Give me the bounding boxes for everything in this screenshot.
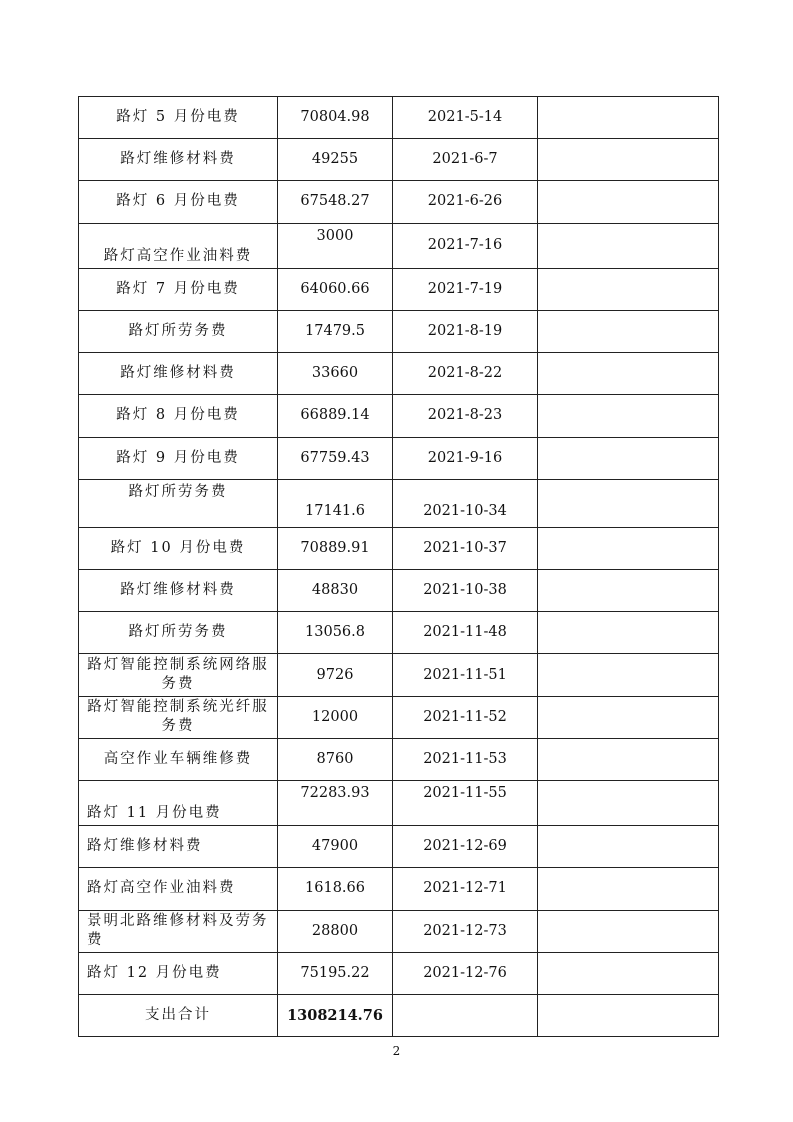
page-number: 2 — [392, 1044, 401, 1058]
amount-cell: 70889.91 — [278, 527, 393, 569]
date-cell: 2021-11-55 — [393, 781, 538, 826]
amount-cell: 47900 — [278, 826, 393, 868]
amount-cell: 48830 — [278, 570, 393, 612]
table-row — [79, 910, 719, 952]
date-cell: 2021-6-26 — [393, 181, 538, 223]
date-cell: 2021-11-51 — [393, 654, 538, 696]
item-cell: 路灯维修材料费 — [79, 826, 278, 868]
date-cell: 2021-5-14 — [393, 97, 538, 139]
item-cell: 路灯高空作业油料费 — [79, 223, 278, 268]
table-row — [79, 139, 719, 181]
table-row — [79, 570, 719, 612]
empty-cell — [538, 437, 719, 479]
item-cell: 路灯智能控制系统光纤服务费 — [79, 696, 278, 738]
empty-cell — [538, 781, 719, 826]
item-cell: 路灯 5 月份电费 — [79, 97, 278, 139]
item-cell: 路灯 11 月份电费 — [79, 781, 278, 826]
date-cell: 2021-12-69 — [393, 826, 538, 868]
date-cell: 2021-11-48 — [393, 612, 538, 654]
date-cell: 2021-8-23 — [393, 395, 538, 437]
empty-cell — [538, 826, 719, 868]
empty-cell — [538, 696, 719, 738]
table-row — [79, 97, 719, 139]
amount-cell: 1618.66 — [278, 868, 393, 910]
date-cell: 2021-11-53 — [393, 738, 538, 780]
date-cell: 2021-7-19 — [393, 268, 538, 310]
empty-cell — [538, 395, 719, 437]
date-cell: 2021-9-16 — [393, 437, 538, 479]
table-row — [79, 696, 719, 738]
empty-cell — [538, 139, 719, 181]
item-cell: 路灯 9 月份电费 — [79, 437, 278, 479]
table-row — [79, 826, 719, 868]
table-row — [79, 952, 719, 994]
item-cell: 路灯所劳务费 — [79, 479, 278, 527]
amount-cell: 67759.43 — [278, 437, 393, 479]
amount-cell: 64060.66 — [278, 268, 393, 310]
total-row — [79, 994, 719, 1036]
empty-cell — [538, 570, 719, 612]
date-cell: 2021-8-19 — [393, 310, 538, 352]
item-cell: 路灯维修材料费 — [79, 139, 278, 181]
date-cell: 2021-7-16 — [393, 223, 538, 268]
empty-cell — [538, 868, 719, 910]
amount-cell: 3000 — [278, 223, 393, 268]
amount-cell: 70804.98 — [278, 97, 393, 139]
date-cell: 2021-12-76 — [393, 952, 538, 994]
total-label: 支出合计 — [79, 994, 278, 1036]
empty-cell — [538, 310, 719, 352]
date-cell: 2021-10-34 — [393, 479, 538, 527]
empty-cell — [538, 952, 719, 994]
table-row — [79, 181, 719, 223]
empty-cell — [538, 268, 719, 310]
amount-cell: 13056.8 — [278, 612, 393, 654]
empty-cell — [538, 527, 719, 569]
amount-cell: 66889.14 — [278, 395, 393, 437]
empty-cell — [538, 654, 719, 696]
item-cell: 路灯 7 月份电费 — [79, 268, 278, 310]
empty-cell — [538, 353, 719, 395]
table-row — [79, 395, 719, 437]
date-cell: 2021-10-37 — [393, 527, 538, 569]
amount-cell: 12000 — [278, 696, 393, 738]
empty-cell — [538, 994, 719, 1036]
amount-cell: 9726 — [278, 654, 393, 696]
table-row — [79, 310, 719, 352]
item-cell: 路灯 8 月份电费 — [79, 395, 278, 437]
date-cell: 2021-12-73 — [393, 910, 538, 952]
date-cell: 2021-11-52 — [393, 696, 538, 738]
empty-cell — [538, 181, 719, 223]
item-cell: 景明北路维修材料及劳务费 — [79, 910, 278, 952]
item-cell: 路灯维修材料费 — [79, 353, 278, 395]
amount-cell: 17479.5 — [278, 310, 393, 352]
item-cell: 路灯维修材料费 — [79, 570, 278, 612]
date-cell: 2021-6-7 — [393, 139, 538, 181]
empty-cell — [538, 910, 719, 952]
table-row — [79, 738, 719, 780]
amount-cell: 17141.6 — [278, 479, 393, 527]
date-cell: 2021-8-22 — [393, 353, 538, 395]
date-cell: 2021-12-71 — [393, 868, 538, 910]
amount-cell: 49255 — [278, 139, 393, 181]
table-row — [79, 527, 719, 569]
item-cell: 高空作业车辆维修费 — [79, 738, 278, 780]
amount-cell: 72283.93 — [278, 781, 393, 826]
table-row — [79, 223, 719, 268]
date-cell: 2021-10-38 — [393, 570, 538, 612]
item-cell: 路灯 12 月份电费 — [79, 952, 278, 994]
amount-cell: 28800 — [278, 910, 393, 952]
item-cell: 路灯所劳务费 — [79, 612, 278, 654]
empty-cell — [538, 612, 719, 654]
total-amount: 1308214.76 — [278, 994, 393, 1036]
table-row — [79, 479, 719, 527]
table-row — [79, 268, 719, 310]
table-row — [79, 353, 719, 395]
table-row — [79, 612, 719, 654]
table-row — [79, 437, 719, 479]
amount-cell: 8760 — [278, 738, 393, 780]
item-cell: 路灯所劳务费 — [79, 310, 278, 352]
amount-cell: 75195.22 — [278, 952, 393, 994]
expense-table — [78, 96, 719, 1037]
amount-cell: 67548.27 — [278, 181, 393, 223]
amount-cell: 33660 — [278, 353, 393, 395]
table-row — [79, 868, 719, 910]
item-cell: 路灯 10 月份电费 — [79, 527, 278, 569]
item-cell: 路灯 6 月份电费 — [79, 181, 278, 223]
item-cell: 路灯智能控制系统网络服务费 — [79, 654, 278, 696]
table-row — [79, 654, 719, 696]
item-cell: 路灯高空作业油料费 — [79, 868, 278, 910]
empty-cell — [538, 479, 719, 527]
empty-cell — [538, 738, 719, 780]
table-row — [79, 781, 719, 826]
empty-cell — [538, 97, 719, 139]
empty-cell — [393, 994, 538, 1036]
empty-cell — [538, 223, 719, 268]
